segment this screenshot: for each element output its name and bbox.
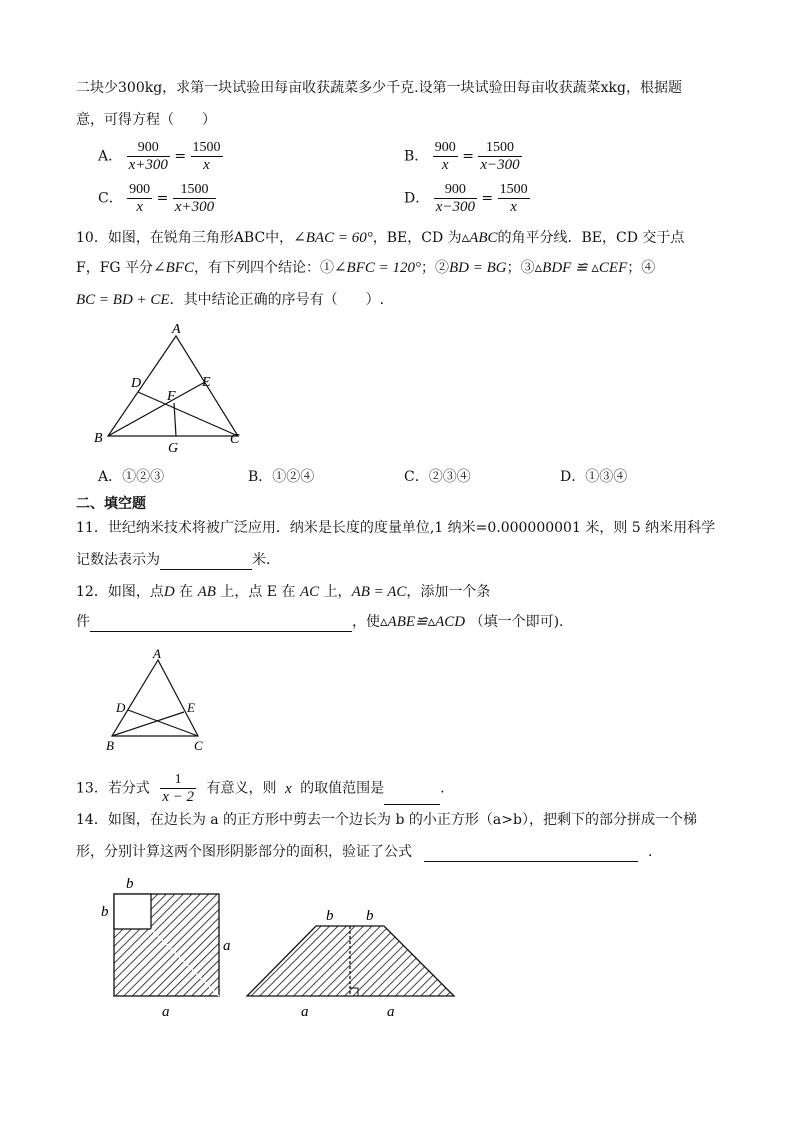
q10-option-b[interactable]: B．①②④ <box>248 469 315 485</box>
q13-answer-blank[interactable] <box>384 788 440 805</box>
label-e: E <box>202 375 211 390</box>
q10-text-line1: 10．如图，在锐角三角形ABC中，∠BAC = 60°，BE，CD 为▵ABC的角平分线．BE，CD 交于点 <box>76 230 685 246</box>
label-c: C <box>194 738 203 753</box>
q11-text-line1: 11．世纪纳米技术将被广泛应用．纳米是长度的度量单位,1 纳米=0.000000001 米，则 5 纳米用科学 <box>76 520 716 536</box>
q12-text-line2: 件 ，使▵ABE≌▵ACD （填一个即可). <box>76 614 564 630</box>
q14-text-line1: 14．如图，在边长为 a 的正方形中剪去一个边长为 b 的小正方形（a>b），把剩下的部分拼成一个梯 <box>76 812 697 828</box>
q14-figures <box>90 868 470 1028</box>
label-a-bottom2: a <box>387 1004 395 1020</box>
q10-option-a[interactable]: A．①②③ <box>98 469 165 485</box>
q10-option-d[interactable]: D．①③④ <box>560 469 628 485</box>
q9-text-line1: 二块少300kg，求第一块试验田每亩收获蔬菜多少千克.设第一块试验田每亩收获蔬菜xkg，根据题 <box>76 80 682 96</box>
label-a-bottom: a <box>162 1004 170 1020</box>
label-b-top1: b <box>326 908 334 924</box>
trapezoid-figure <box>247 926 454 996</box>
label-f: F <box>167 389 176 404</box>
label-a-bottom1: a <box>301 1004 309 1020</box>
triangle-abc <box>108 336 238 436</box>
q12-text-line1: 12．如图，点D 在 AB 上，点 E 在 AC 上，AB = AC，添加一个条 <box>76 584 491 600</box>
label-a-right: a <box>223 938 231 954</box>
label-b-top2: b <box>366 908 374 924</box>
small-square <box>114 894 151 929</box>
q14-text-line2: 形，分别计算这两个图形阴影部分的面积，验证了公式 ． <box>76 844 662 860</box>
label-b: B <box>106 738 114 753</box>
q10-text-line3: BC = BD + CE．其中结论正确的序号有（ ）. <box>76 292 385 308</box>
square-figure <box>114 894 219 996</box>
label-d: D <box>116 700 126 715</box>
section-title: 二、填空题 <box>76 496 146 512</box>
q10-option-c[interactable]: C．②③④ <box>404 469 471 485</box>
label-a: A <box>153 646 161 661</box>
label-d: D <box>131 376 142 391</box>
label-b-left: b <box>101 904 109 920</box>
label-a: A <box>172 322 181 337</box>
q12-answer-blank[interactable] <box>90 615 352 632</box>
segment-cd <box>138 392 238 436</box>
q11-text-line2: 记数法表示为 米． <box>76 552 280 568</box>
label-g: G <box>168 441 179 456</box>
q10-text-line2: F，FG 平分∠BFC，有下列四个结论：①∠BFC = 120°；②BD = BG；③▵BDF ≌ ▵CEF；④ <box>76 260 656 276</box>
label-e: E <box>187 700 195 715</box>
q11-answer-blank[interactable] <box>160 553 252 570</box>
q9-option-a[interactable]: A． $\frac{900}{x+300}$ = $\frac{1500}{x}$ <box>98 140 221 173</box>
triangle-abc <box>112 660 198 736</box>
segment-be <box>112 712 184 736</box>
q12-triangle-figure <box>100 646 220 756</box>
q9-option-c[interactable]: C． $\frac{900}{x}$ = $\frac{1500}{x+300}$ <box>98 182 215 215</box>
q14-answer-blank[interactable] <box>424 845 638 862</box>
label-b-top: b <box>126 876 134 892</box>
q13-text: 13．若分式 $\frac{1}{x - 2}$ 有意义，则 x 的取值范围是 . <box>76 772 445 805</box>
label-c: C <box>230 432 240 447</box>
q9-option-b[interactable]: B． $\frac{900}{x}$ = $\frac{1500}{x-300}$ <box>404 140 520 173</box>
segment-be <box>108 382 205 436</box>
q9-text-line2: 意，可得方程（ ） <box>76 112 216 128</box>
q10-triangle-figure <box>88 318 258 458</box>
label-b: B <box>94 431 103 446</box>
q9-option-d[interactable]: D． $\frac{900}{x-300}$ = $\frac{1500}{x}$ <box>404 182 528 215</box>
